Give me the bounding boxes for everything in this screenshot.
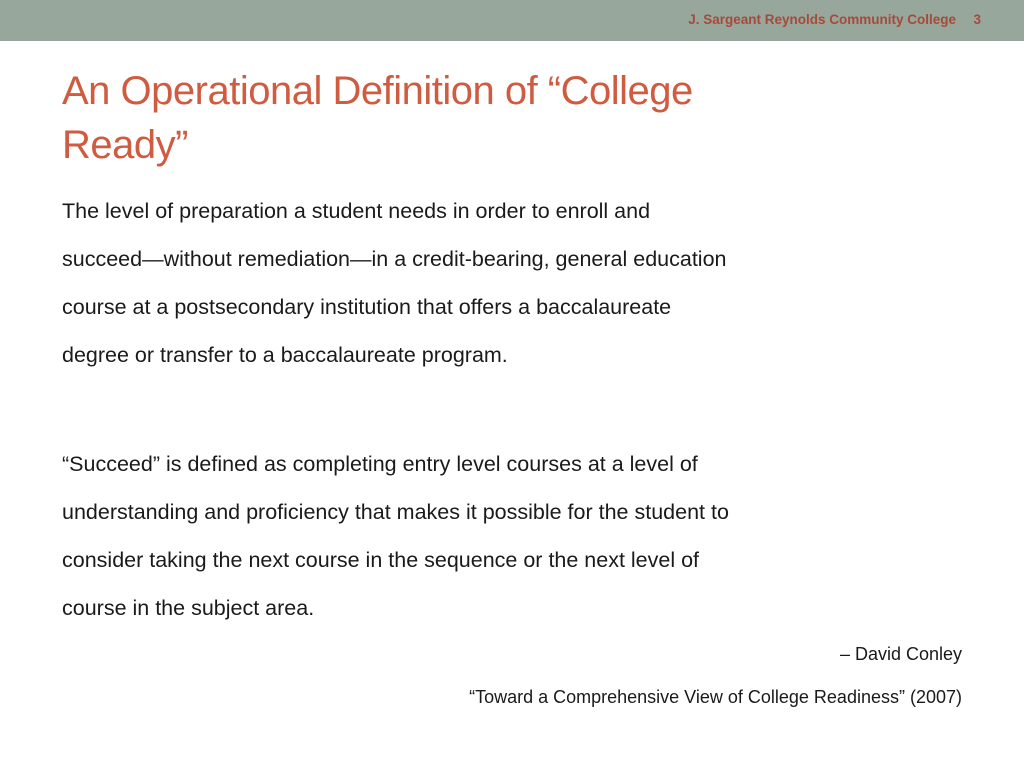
slide-number: 3 — [973, 12, 981, 27]
organization-name: J. Sargeant Reynolds Community College — [688, 12, 956, 27]
attribution-source: “Toward a Comprehensive View of College Readiness” (2007) — [469, 687, 962, 707]
definition-line-4: degree or transfer to a baccalaureate program. — [62, 343, 508, 367]
slide-title-line-2: Ready” — [62, 123, 188, 167]
definition-paragraph — [62, 187, 962, 379]
slide-title — [62, 64, 962, 172]
succeed-line-1: “Succeed” is defined as completing entry level courses at a level of — [62, 452, 698, 476]
succeed-line-3: consider taking the next course in the sequence or the next level of — [62, 548, 700, 572]
succeed-paragraph — [62, 440, 962, 632]
attribution-author: – David Conley — [839, 644, 962, 664]
slide-title-line-1: An Operational Definition of “College — [62, 69, 693, 113]
succeed-line-4: course in the subject area. — [62, 596, 315, 620]
definition-line-1: The level of preparation a student needs in order to enroll and — [62, 199, 651, 223]
definition-line-3: course at a postsecondary institution that offers a baccalaureate — [62, 295, 672, 319]
succeed-line-2: understanding and proficiency that makes it possible for the student to — [62, 500, 729, 524]
header-bar — [0, 0, 1024, 41]
definition-line-2: succeed—without remediation—in a credit-bearing, general education — [62, 247, 727, 271]
